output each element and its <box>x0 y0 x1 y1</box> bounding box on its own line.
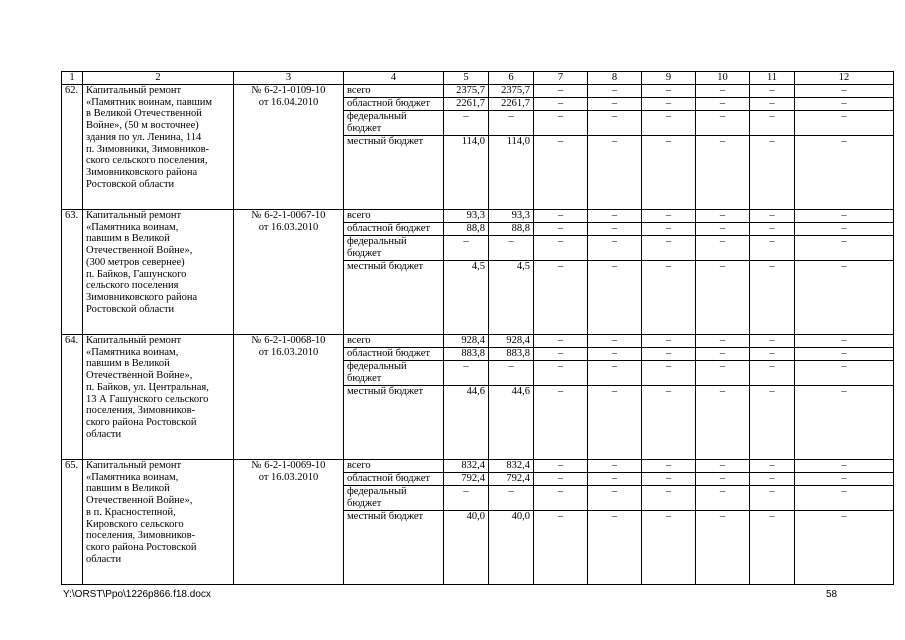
value-col10: – <box>696 386 750 460</box>
funding-source-line: бюджет <box>347 248 382 259</box>
row-number: 63. <box>62 210 83 335</box>
value-col6: 792,4 <box>489 473 534 486</box>
value-col6: 4,5 <box>489 261 534 335</box>
value-col8: – <box>588 136 642 210</box>
value-col8: – <box>588 361 642 386</box>
document-line: от 16.04.2010 <box>258 97 319 108</box>
document-line: от 16.03.2010 <box>258 222 319 233</box>
document-line: от 16.03.2010 <box>258 347 319 358</box>
value-col11: – <box>750 486 795 511</box>
value-col5: 44,6 <box>444 386 489 460</box>
table-row <box>62 335 894 348</box>
value-col11: – <box>750 361 795 386</box>
value-col11: – <box>750 460 795 473</box>
value-col12: – <box>795 386 894 460</box>
funding-source <box>344 111 444 136</box>
header-row <box>62 72 894 85</box>
value-col12: – <box>795 511 894 585</box>
row-number: 65. <box>62 460 83 585</box>
value-col9: – <box>642 361 696 386</box>
value-col6: 2261,7 <box>489 98 534 111</box>
value-col5: 883,8 <box>444 348 489 361</box>
value-col7: – <box>534 486 588 511</box>
value-col12: – <box>795 460 894 473</box>
value-col8: – <box>588 511 642 585</box>
value-col8: – <box>588 236 642 261</box>
value-col6: – <box>489 236 534 261</box>
funding-source-line: областной бюджет <box>347 348 430 359</box>
value-col12: – <box>795 98 894 111</box>
value-col8: – <box>588 486 642 511</box>
value-col8: – <box>588 85 642 98</box>
value-col12: – <box>795 486 894 511</box>
value-col9: – <box>642 136 696 210</box>
value-col5: 4,5 <box>444 261 489 335</box>
value-col10: – <box>696 136 750 210</box>
header-cell: 1 <box>62 72 83 85</box>
value-col11: – <box>750 511 795 585</box>
description-line: «Памятника воинам, <box>86 221 179 233</box>
value-col8: – <box>588 473 642 486</box>
row-number: 64. <box>62 335 83 460</box>
description-line: Отечественной Войне», <box>86 245 193 257</box>
funding-source-line: федеральный <box>347 486 407 497</box>
document-line: № 6-2-1-0109-10 <box>251 85 326 96</box>
value-col9: – <box>642 335 696 348</box>
footer-page-number: 58 <box>826 589 838 600</box>
value-col7: – <box>534 511 588 585</box>
description-line: павшим в Великой <box>86 233 170 245</box>
value-col10: – <box>696 511 750 585</box>
value-col11: – <box>750 136 795 210</box>
header-cell: 6 <box>489 72 534 85</box>
value-col10: – <box>696 98 750 111</box>
value-col11: – <box>750 223 795 236</box>
value-col6: 40,0 <box>489 511 534 585</box>
funding-source-line: местный бюджет <box>347 386 424 397</box>
document-line: № 6-2-1-0067-10 <box>251 210 326 221</box>
document-line: от 16.03.2010 <box>258 472 319 483</box>
row-number: 62. <box>62 85 83 210</box>
funding-source <box>344 361 444 386</box>
value-col5: 88,8 <box>444 223 489 236</box>
value-col6: 44,6 <box>489 386 534 460</box>
value-col6: – <box>489 361 534 386</box>
description-line: павшим в Великой <box>86 483 170 495</box>
value-col9: – <box>642 261 696 335</box>
header-cell: 9 <box>642 72 696 85</box>
document-reference <box>234 460 344 585</box>
value-col5: 40,0 <box>444 511 489 585</box>
value-col6: – <box>489 111 534 136</box>
value-col10: – <box>696 335 750 348</box>
description-line: сельского поселения <box>86 280 179 292</box>
budget-table <box>61 71 894 585</box>
description-line: Ростовской области <box>86 303 175 315</box>
header-cell: 10 <box>696 72 750 85</box>
value-col6: 93,3 <box>489 210 534 223</box>
value-col11: – <box>750 111 795 136</box>
value-col12: – <box>795 261 894 335</box>
value-col12: – <box>795 136 894 210</box>
funding-source-line: бюджет <box>347 373 382 384</box>
funding-source <box>344 473 444 486</box>
object-description <box>83 85 234 210</box>
value-col9: – <box>642 348 696 361</box>
document-reference <box>234 335 344 460</box>
value-col10: – <box>696 486 750 511</box>
value-col8: – <box>588 261 642 335</box>
description-line: п. Байков, ул. Центральная, <box>86 381 209 393</box>
value-col10: – <box>696 223 750 236</box>
description-line: поселения, Зимовников- <box>86 405 196 417</box>
value-col12: – <box>795 85 894 98</box>
value-col7: – <box>534 386 588 460</box>
header-cell: 7 <box>534 72 588 85</box>
value-col7: – <box>534 335 588 348</box>
description-line: Войне», (50 м восточнее) <box>86 120 199 132</box>
value-col12: – <box>795 335 894 348</box>
value-col7: – <box>534 85 588 98</box>
value-col6: – <box>489 486 534 511</box>
funding-source-line: местный бюджет <box>347 261 424 272</box>
value-col9: – <box>642 111 696 136</box>
funding-source-line: всего <box>347 335 371 346</box>
value-col5: – <box>444 486 489 511</box>
funding-source <box>344 98 444 111</box>
value-col11: – <box>750 98 795 111</box>
value-col11: – <box>750 335 795 348</box>
value-col10: – <box>696 460 750 473</box>
value-col5: 2375,7 <box>444 85 489 98</box>
funding-source <box>344 236 444 261</box>
description-line: Капитальный ремонт <box>86 335 182 346</box>
value-col9: – <box>642 85 696 98</box>
description-line: Ростовской области <box>86 178 175 190</box>
funding-source-line: бюджет <box>347 498 382 509</box>
value-col8: – <box>588 223 642 236</box>
value-col7: – <box>534 460 588 473</box>
value-col11: – <box>750 473 795 486</box>
value-col12: – <box>795 210 894 223</box>
description-line: ского сельского поселения, <box>86 155 208 167</box>
value-col7: – <box>534 361 588 386</box>
value-col7: – <box>534 223 588 236</box>
value-col9: – <box>642 486 696 511</box>
header-cell: 11 <box>750 72 795 85</box>
value-col9: – <box>642 236 696 261</box>
value-col11: – <box>750 210 795 223</box>
value-col6: 114,0 <box>489 136 534 210</box>
funding-source-line: областной бюджет <box>347 223 430 234</box>
value-col7: – <box>534 473 588 486</box>
value-col9: – <box>642 460 696 473</box>
description-line: Капитальный ремонт <box>86 210 182 221</box>
value-col6: 88,8 <box>489 223 534 236</box>
value-col9: – <box>642 386 696 460</box>
value-col10: – <box>696 473 750 486</box>
value-col8: – <box>588 460 642 473</box>
description-line: «Памятника воинам, <box>86 346 179 358</box>
value-col7: – <box>534 348 588 361</box>
value-col9: – <box>642 223 696 236</box>
header-cell: 3 <box>234 72 344 85</box>
description-line: в Великой Отечественной <box>86 108 202 120</box>
value-col7: – <box>534 210 588 223</box>
table-row <box>62 85 894 98</box>
value-col9: – <box>642 98 696 111</box>
description-line: здания по ул. Ленина, 114 <box>86 131 202 143</box>
funding-source <box>344 460 444 473</box>
header-cell: 8 <box>588 72 642 85</box>
description-line: «Памятника воинам, <box>86 471 179 483</box>
value-col12: – <box>795 223 894 236</box>
value-col7: – <box>534 111 588 136</box>
description-line: (300 метров севернее) <box>86 256 185 268</box>
value-col7: – <box>534 98 588 111</box>
description-line: Отечественной Войне», <box>86 370 193 382</box>
header-cell: 2 <box>83 72 234 85</box>
value-col6: 832,4 <box>489 460 534 473</box>
object-description <box>83 335 234 460</box>
funding-source-line: областной бюджет <box>347 473 430 484</box>
funding-source-line: бюджет <box>347 123 382 134</box>
value-col5: 114,0 <box>444 136 489 210</box>
description-line: в п. Красностепной, <box>86 506 176 518</box>
object-description <box>83 210 234 335</box>
funding-source-line: федеральный <box>347 361 407 372</box>
funding-source <box>344 136 444 210</box>
value-col5: 928,4 <box>444 335 489 348</box>
footer-file-path: Y:\ORST\Ppo\1226p866.f18.docx <box>63 589 211 600</box>
description-line: ского района Ростовской <box>86 416 197 428</box>
description-line: 13 А Гашунского сельского <box>86 393 209 405</box>
description-line: Отечественной Войне», <box>86 495 193 507</box>
value-col8: – <box>588 111 642 136</box>
funding-source-line: всего <box>347 85 371 96</box>
value-col12: – <box>795 236 894 261</box>
value-col5: 832,4 <box>444 460 489 473</box>
value-col5: – <box>444 111 489 136</box>
description-line: области <box>86 553 122 565</box>
funding-source <box>344 85 444 98</box>
value-col11: – <box>750 261 795 335</box>
description-line: Зимовниковского района <box>86 166 198 178</box>
funding-source <box>344 348 444 361</box>
value-col10: – <box>696 261 750 335</box>
value-col5: 93,3 <box>444 210 489 223</box>
document-line: № 6-2-1-0068-10 <box>251 335 326 346</box>
funding-source <box>344 223 444 236</box>
value-col8: – <box>588 98 642 111</box>
value-col7: – <box>534 236 588 261</box>
value-col7: – <box>534 261 588 335</box>
funding-source-line: федеральный <box>347 111 407 122</box>
funding-source <box>344 511 444 585</box>
funding-source-line: областной бюджет <box>347 98 430 109</box>
document-reference <box>234 85 344 210</box>
description-line: Капитальный ремонт <box>86 85 182 96</box>
table-body <box>62 72 894 585</box>
value-col8: – <box>588 335 642 348</box>
funding-source-line: местный бюджет <box>347 511 424 522</box>
funding-source <box>344 210 444 223</box>
value-col9: – <box>642 210 696 223</box>
value-col11: – <box>750 236 795 261</box>
description-line: Зимовниковского района <box>86 291 198 303</box>
description-line: Кировского сельского <box>86 518 184 530</box>
funding-source-line: всего <box>347 460 371 471</box>
value-col10: – <box>696 361 750 386</box>
value-col10: – <box>696 85 750 98</box>
description-line: области <box>86 428 122 440</box>
value-col8: – <box>588 348 642 361</box>
document-reference <box>234 210 344 335</box>
value-col12: – <box>795 361 894 386</box>
value-col6: 883,8 <box>489 348 534 361</box>
description-line: п. Зимовники, Зимовников- <box>86 143 210 155</box>
value-col11: – <box>750 386 795 460</box>
value-col12: – <box>795 111 894 136</box>
funding-source-line: всего <box>347 210 371 221</box>
value-col10: – <box>696 111 750 136</box>
value-col12: – <box>795 473 894 486</box>
header-cell: 5 <box>444 72 489 85</box>
value-col6: 2375,7 <box>489 85 534 98</box>
table-row <box>62 210 894 223</box>
value-col10: – <box>696 210 750 223</box>
value-col6: 928,4 <box>489 335 534 348</box>
funding-source <box>344 335 444 348</box>
value-col8: – <box>588 210 642 223</box>
value-col8: – <box>588 386 642 460</box>
funding-source-line: федеральный <box>347 236 407 247</box>
description-line: ского района Ростовской <box>86 541 197 553</box>
description-line: Капитальный ремонт <box>86 460 182 471</box>
description-line: п. Байков, Гашунского <box>86 268 187 280</box>
value-col5: 2261,7 <box>444 98 489 111</box>
value-col11: – <box>750 85 795 98</box>
header-cell: 4 <box>344 72 444 85</box>
value-col9: – <box>642 511 696 585</box>
value-col12: – <box>795 348 894 361</box>
value-col5: – <box>444 361 489 386</box>
value-col10: – <box>696 348 750 361</box>
value-col11: – <box>750 348 795 361</box>
object-description <box>83 460 234 585</box>
table-row <box>62 460 894 473</box>
value-col5: 792,4 <box>444 473 489 486</box>
description-line: павшим в Великой <box>86 358 170 370</box>
value-col10: – <box>696 236 750 261</box>
funding-source <box>344 386 444 460</box>
description-line: поселения, Зимовников- <box>86 530 196 542</box>
value-col5: – <box>444 236 489 261</box>
value-col9: – <box>642 473 696 486</box>
funding-source <box>344 261 444 335</box>
document-line: № 6-2-1-0069-10 <box>251 460 326 471</box>
description-line: «Памятник воинам, павшим <box>86 96 213 108</box>
funding-source-line: местный бюджет <box>347 136 424 147</box>
value-col7: – <box>534 136 588 210</box>
header-cell: 12 <box>795 72 894 85</box>
funding-source <box>344 486 444 511</box>
